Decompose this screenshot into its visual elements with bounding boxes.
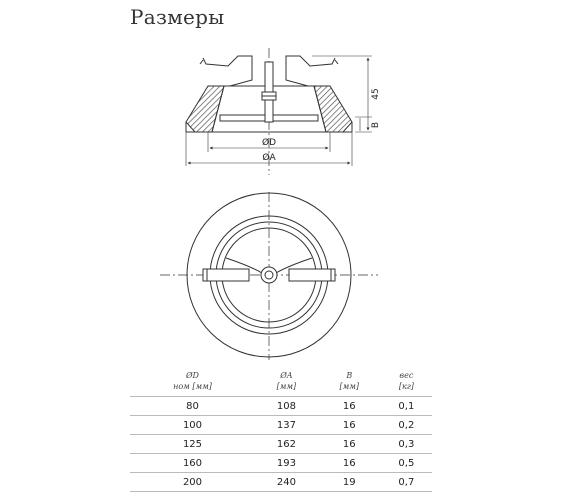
cell-b: 16 [318, 454, 381, 473]
cell-a: 162 [255, 435, 318, 454]
cell-d: 160 [130, 454, 255, 473]
cell-b: 16 [318, 435, 381, 454]
cell-d: 80 [130, 397, 255, 416]
top-view [160, 192, 378, 360]
center-hub [261, 267, 277, 283]
cell-a: 108 [255, 397, 318, 416]
header-weight: вес [кг] [381, 368, 432, 397]
cell-weight: 0,7 [381, 473, 432, 492]
cell-weight: 0,1 [381, 397, 432, 416]
table-row [130, 473, 432, 492]
cell-b: 16 [318, 416, 381, 435]
left-clip-tip [200, 60, 203, 64]
cell-d: 200 [130, 473, 255, 492]
table-row [130, 435, 432, 454]
cell-weight: 0,5 [381, 454, 432, 473]
side-view [186, 48, 372, 175]
header-d: ØD ном [мм] [130, 368, 255, 397]
cell-weight: 0,2 [381, 416, 432, 435]
table-row [130, 397, 432, 416]
right-clip-tip [335, 60, 338, 64]
cell-a: 240 [255, 473, 318, 492]
cell-a: 137 [255, 416, 318, 435]
header-a: ØA [мм] [255, 368, 318, 397]
page-title: Размеры [130, 5, 225, 29]
cell-b: 19 [318, 473, 381, 492]
cell-d: 125 [130, 435, 255, 454]
cell-b: 16 [318, 397, 381, 416]
dim-d-label: ØD [261, 138, 277, 148]
dim-b-label: B [371, 121, 381, 129]
cell-a: 193 [255, 454, 318, 473]
cell-d: 100 [130, 416, 255, 435]
table-row [130, 454, 432, 473]
right-clip-bar [289, 269, 335, 281]
spec-table [130, 368, 432, 492]
table-header-row [130, 368, 432, 397]
dim-a-label: ØA [262, 153, 276, 163]
right-clip [286, 56, 335, 86]
table-row [130, 416, 432, 435]
header-b: B [мм] [318, 368, 381, 397]
cell-weight: 0,3 [381, 435, 432, 454]
dim-height-label: 45 [371, 88, 381, 100]
left-clip [203, 56, 252, 86]
left-clip-bar [203, 269, 249, 281]
